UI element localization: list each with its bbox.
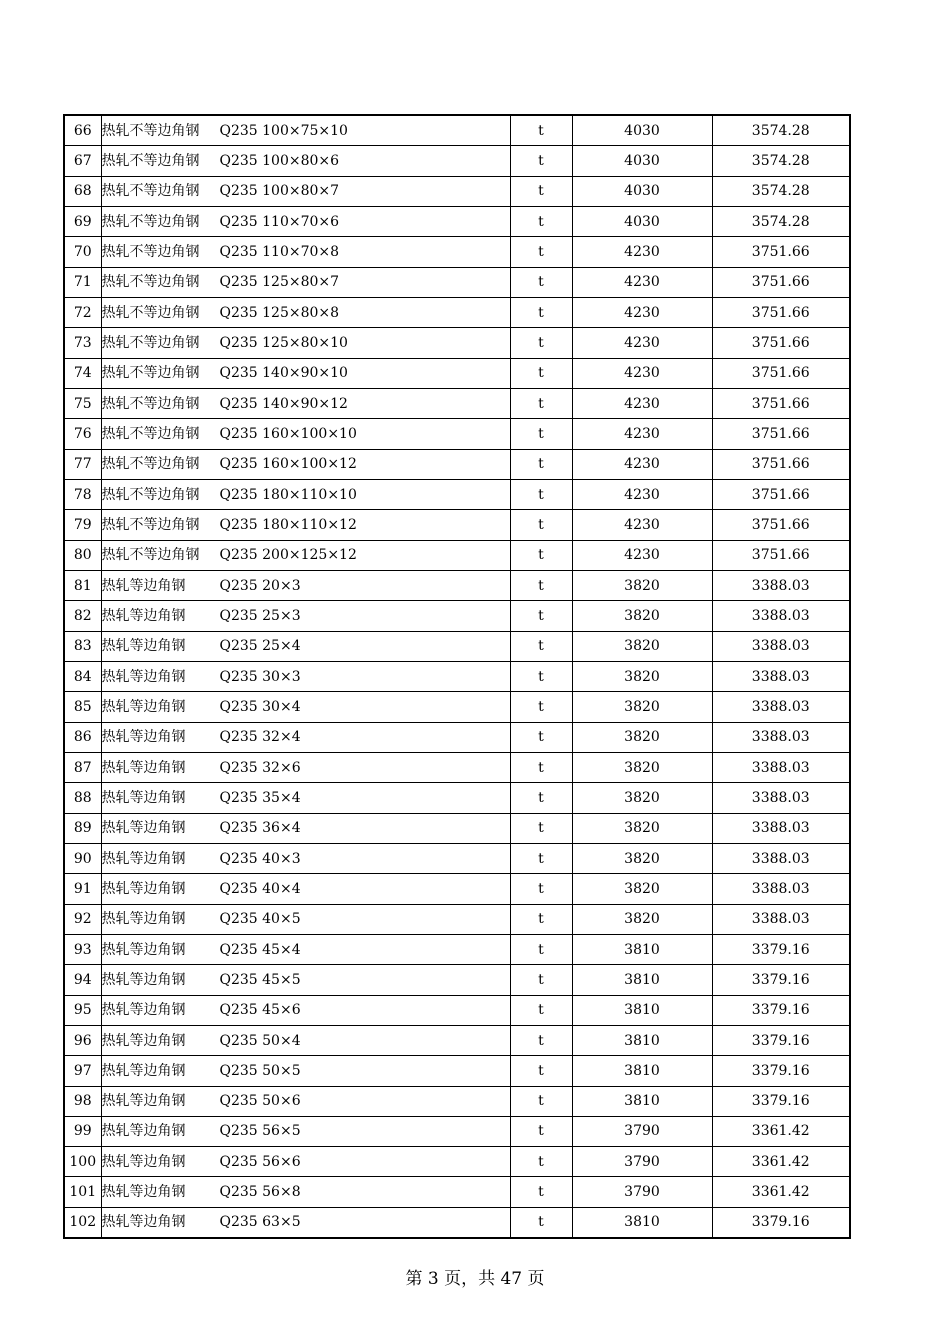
material-name-cell: [101, 1177, 510, 1207]
material-name: 热轧等边角钢: [101, 638, 186, 655]
unit-cell: t: [510, 328, 572, 358]
table-row: [64, 479, 850, 509]
unit-cell: t: [510, 1207, 572, 1238]
material-name-cell: [101, 661, 510, 691]
material-spec: Q235 160×100×10: [219, 425, 357, 442]
unit-cell: t: [510, 934, 572, 964]
price-cell: 4230: [572, 449, 712, 479]
material-name-cell: [101, 904, 510, 934]
unit-cell: t: [510, 297, 572, 327]
material-name: 热轧等边角钢: [101, 729, 186, 746]
material-name: 热轧等边角钢: [101, 1184, 186, 1201]
row-number-cell: 70: [64, 237, 101, 267]
table-row: [64, 722, 850, 752]
price-cell: 3820: [572, 601, 712, 631]
material-name-cell: [101, 115, 510, 146]
table-row: [64, 358, 850, 388]
unit-cell: t: [510, 237, 572, 267]
material-name: 热轧不等边角钢: [101, 213, 200, 230]
price-ex-tax-cell: 3388.03: [712, 722, 850, 752]
material-name-cell: [101, 813, 510, 843]
price-cell: 3810: [572, 1056, 712, 1086]
row-number-cell: 67: [64, 146, 101, 176]
price-ex-tax-cell: 3751.66: [712, 328, 850, 358]
price-cell: 3820: [572, 661, 712, 691]
material-name-cell: [101, 874, 510, 904]
material-name-cell: [101, 358, 510, 388]
price-ex-tax-cell: 3388.03: [712, 813, 850, 843]
row-number-cell: 78: [64, 479, 101, 509]
material-name: 热轧等边角钢: [101, 880, 186, 897]
price-cell: 3820: [572, 813, 712, 843]
row-number-cell: 82: [64, 601, 101, 631]
row-number-cell: 88: [64, 783, 101, 813]
row-number-cell: 84: [64, 661, 101, 691]
table-row: [64, 813, 850, 843]
unit-cell: t: [510, 813, 572, 843]
price-ex-tax-cell: 3388.03: [712, 783, 850, 813]
row-number-cell: 90: [64, 843, 101, 873]
table-row: [64, 237, 850, 267]
row-number-cell: 80: [64, 540, 101, 570]
price-ex-tax-cell: 3361.42: [712, 1147, 850, 1177]
unit-cell: t: [510, 692, 572, 722]
material-name-cell: [101, 237, 510, 267]
material-spec: Q235 100×80×7: [219, 183, 340, 200]
material-name-cell: [101, 601, 510, 631]
material-name-cell: [101, 419, 510, 449]
material-spec: Q235 56×5: [219, 1123, 301, 1140]
row-number-cell: 89: [64, 813, 101, 843]
row-number-cell: 86: [64, 722, 101, 752]
price-ex-tax-cell: 3751.66: [712, 388, 850, 418]
row-number-cell: 102: [64, 1207, 101, 1238]
price-cell: 4230: [572, 267, 712, 297]
material-spec: Q235 200×125×12: [219, 547, 357, 564]
page-number-footer: 第 3 页，共 47 页: [405, 1269, 545, 1289]
material-name-cell: [101, 267, 510, 297]
material-name: 热轧不等边角钢: [101, 274, 200, 291]
material-name: 热轧等边角钢: [101, 789, 186, 806]
table-row: [64, 934, 850, 964]
material-spec: Q235 56×6: [219, 1153, 301, 1170]
material-name: 热轧不等边角钢: [101, 243, 200, 260]
price-cell: 3810: [572, 1086, 712, 1116]
material-spec: Q235 40×3: [219, 850, 301, 867]
material-name: 热轧等边角钢: [101, 1123, 186, 1140]
row-number-cell: 98: [64, 1086, 101, 1116]
price-ex-tax-cell: 3751.66: [712, 540, 850, 570]
table-row: [64, 965, 850, 995]
table-row: [64, 146, 850, 176]
material-name: 热轧等边角钢: [101, 1002, 186, 1019]
price-cell: 3820: [572, 631, 712, 661]
price-ex-tax-cell: 3388.03: [712, 661, 850, 691]
price-cell: 3820: [572, 783, 712, 813]
unit-cell: t: [510, 1177, 572, 1207]
material-name: 热轧不等边角钢: [101, 547, 200, 564]
price-ex-tax-cell: 3388.03: [712, 692, 850, 722]
material-name-cell: [101, 1056, 510, 1086]
table-row: [64, 1116, 850, 1146]
price-cell: 4030: [572, 146, 712, 176]
material-spec: Q235 36×4: [219, 820, 301, 837]
material-name-cell: [101, 570, 510, 600]
price-ex-tax-cell: 3361.42: [712, 1116, 850, 1146]
material-name-cell: [101, 843, 510, 873]
price-ex-tax-cell: 3751.66: [712, 419, 850, 449]
unit-cell: t: [510, 388, 572, 418]
material-name-cell: [101, 479, 510, 509]
material-name-cell: [101, 176, 510, 206]
price-ex-tax-cell: 3388.03: [712, 601, 850, 631]
table-row: [64, 297, 850, 327]
material-spec: Q235 45×5: [219, 971, 301, 988]
table-row: [64, 449, 850, 479]
price-ex-tax-cell: 3751.66: [712, 267, 850, 297]
material-spec: Q235 180×110×10: [219, 486, 357, 503]
material-name: 热轧等边角钢: [101, 759, 186, 776]
unit-cell: t: [510, 843, 572, 873]
price-ex-tax-cell: 3361.42: [712, 1177, 850, 1207]
material-spec: Q235 40×4: [219, 880, 301, 897]
material-spec: Q235 125×80×8: [219, 304, 340, 321]
table-row: [64, 328, 850, 358]
material-name-cell: [101, 965, 510, 995]
material-name: 热轧不等边角钢: [101, 395, 200, 412]
unit-cell: t: [510, 206, 572, 236]
price-cell: 4230: [572, 540, 712, 570]
material-name-cell: [101, 388, 510, 418]
table-row: [64, 267, 850, 297]
material-name: 热轧等边角钢: [101, 941, 186, 958]
table-row: [64, 692, 850, 722]
material-name: 热轧等边角钢: [101, 668, 186, 685]
material-name: 热轧不等边角钢: [101, 456, 200, 473]
unit-cell: t: [510, 1086, 572, 1116]
row-number-cell: 93: [64, 934, 101, 964]
material-spec: Q235 125×80×7: [219, 274, 340, 291]
material-name: 热轧不等边角钢: [101, 334, 200, 351]
material-name: 热轧等边角钢: [101, 607, 186, 624]
row-number-cell: 96: [64, 1025, 101, 1055]
material-name: 热轧不等边角钢: [101, 365, 200, 382]
price-ex-tax-cell: 3751.66: [712, 358, 850, 388]
material-spec: Q235 56×8: [219, 1184, 301, 1201]
material-name-cell: [101, 146, 510, 176]
price-cell: 4030: [572, 115, 712, 146]
unit-cell: t: [510, 570, 572, 600]
table-row: [64, 510, 850, 540]
material-name-cell: [101, 631, 510, 661]
unit-cell: t: [510, 904, 572, 934]
price-cell: 4230: [572, 479, 712, 509]
unit-cell: t: [510, 540, 572, 570]
row-number-cell: 77: [64, 449, 101, 479]
material-spec: Q235 110×70×8: [219, 243, 340, 260]
material-name: 热轧等边角钢: [101, 971, 186, 988]
material-name-cell: [101, 1086, 510, 1116]
table-row: [64, 1147, 850, 1177]
table-row: [64, 570, 850, 600]
row-number-cell: 97: [64, 1056, 101, 1086]
price-ex-tax-cell: 3751.66: [712, 510, 850, 540]
material-spec: Q235 50×6: [219, 1093, 301, 1110]
price-cell: 3820: [572, 570, 712, 600]
material-name: 热轧等边角钢: [101, 911, 186, 928]
material-spec: Q235 45×4: [219, 941, 301, 958]
material-name-cell: [101, 510, 510, 540]
material-name: 热轧不等边角钢: [101, 486, 200, 503]
material-name: 热轧等边角钢: [101, 1062, 186, 1079]
price-ex-tax-cell: 3379.16: [712, 1025, 850, 1055]
price-cell: 4230: [572, 510, 712, 540]
unit-cell: t: [510, 995, 572, 1025]
material-spec: Q235 25×3: [219, 607, 301, 624]
row-number-cell: 76: [64, 419, 101, 449]
material-name-cell: [101, 692, 510, 722]
material-name: 热轧不等边角钢: [101, 516, 200, 533]
material-name: 热轧等边角钢: [101, 820, 186, 837]
material-spec: Q235 100×80×6: [219, 152, 340, 169]
price-cell: 3790: [572, 1116, 712, 1146]
unit-cell: t: [510, 267, 572, 297]
price-ex-tax-cell: 3574.28: [712, 206, 850, 236]
price-ex-tax-cell: 3379.16: [712, 934, 850, 964]
material-spec: Q235 160×100×12: [219, 456, 357, 473]
price-ex-tax-cell: 3388.03: [712, 631, 850, 661]
table-row: [64, 540, 850, 570]
material-name-cell: [101, 540, 510, 570]
unit-cell: t: [510, 631, 572, 661]
unit-cell: t: [510, 1025, 572, 1055]
material-name-cell: [101, 722, 510, 752]
material-spec: Q235 180×110×12: [219, 516, 357, 533]
material-name-cell: [101, 1207, 510, 1238]
row-number-cell: 91: [64, 874, 101, 904]
price-cell: 3820: [572, 904, 712, 934]
row-number-cell: 66: [64, 115, 101, 146]
price-ex-tax-cell: 3751.66: [712, 479, 850, 509]
price-cell: 4230: [572, 237, 712, 267]
material-name: 热轧不等边角钢: [101, 425, 200, 442]
row-number-cell: 95: [64, 995, 101, 1025]
material-name: 热轧等边角钢: [101, 1153, 186, 1170]
table-row: [64, 904, 850, 934]
material-spec: Q235 125×80×10: [219, 334, 348, 351]
unit-cell: t: [510, 1147, 572, 1177]
price-ex-tax-cell: 3379.16: [712, 995, 850, 1025]
price-cell: 3820: [572, 843, 712, 873]
material-name-cell: [101, 1147, 510, 1177]
table-row: [64, 1207, 850, 1238]
material-spec: Q235 110×70×6: [219, 213, 340, 230]
price-cell: 4230: [572, 419, 712, 449]
price-ex-tax-cell: 3574.28: [712, 146, 850, 176]
material-name-cell: [101, 297, 510, 327]
price-cell: 3810: [572, 1025, 712, 1055]
material-spec: Q235 32×4: [219, 729, 301, 746]
table-row: [64, 752, 850, 782]
unit-cell: t: [510, 1056, 572, 1086]
material-name: 热轧等边角钢: [101, 1032, 186, 1049]
price-cell: 3810: [572, 965, 712, 995]
material-name-cell: [101, 328, 510, 358]
price-ex-tax-cell: 3751.66: [712, 449, 850, 479]
price-cell: 3810: [572, 995, 712, 1025]
price-ex-tax-cell: 3388.03: [712, 752, 850, 782]
material-name-cell: [101, 1025, 510, 1055]
price-cell: 3810: [572, 1207, 712, 1238]
price-cell: 3810: [572, 934, 712, 964]
price-cell: 4230: [572, 358, 712, 388]
row-number-cell: 100: [64, 1147, 101, 1177]
material-spec: Q235 30×4: [219, 698, 301, 715]
row-number-cell: 68: [64, 176, 101, 206]
unit-cell: t: [510, 479, 572, 509]
material-name: 热轧等边角钢: [101, 577, 186, 594]
row-number-cell: 101: [64, 1177, 101, 1207]
unit-cell: t: [510, 419, 572, 449]
row-number-cell: 81: [64, 570, 101, 600]
material-spec: Q235 32×6: [219, 759, 301, 776]
price-ex-tax-cell: 3574.28: [712, 115, 850, 146]
price-cell: 3820: [572, 752, 712, 782]
row-number-cell: 92: [64, 904, 101, 934]
material-name-cell: [101, 449, 510, 479]
table-row: [64, 661, 850, 691]
table-row: [64, 176, 850, 206]
material-spec: Q235 100×75×10: [219, 122, 348, 139]
material-spec: Q235 140×90×12: [219, 395, 348, 412]
material-name-cell: [101, 1116, 510, 1146]
material-name: 热轧等边角钢: [101, 698, 186, 715]
table-row: [64, 601, 850, 631]
material-name: 热轧等边角钢: [101, 850, 186, 867]
table-row: [64, 1086, 850, 1116]
material-name-cell: [101, 783, 510, 813]
material-name-cell: [101, 206, 510, 236]
material-spec: Q235 20×3: [219, 577, 301, 594]
table-row: [64, 115, 850, 146]
unit-cell: t: [510, 146, 572, 176]
unit-cell: t: [510, 1116, 572, 1146]
row-number-cell: 71: [64, 267, 101, 297]
unit-cell: t: [510, 965, 572, 995]
row-number-cell: 79: [64, 510, 101, 540]
table-row: [64, 388, 850, 418]
material-spec: Q235 50×4: [219, 1032, 301, 1049]
unit-cell: t: [510, 874, 572, 904]
price-cell: 3790: [572, 1177, 712, 1207]
material-spec: Q235 50×5: [219, 1062, 301, 1079]
material-spec: Q235 45×6: [219, 1002, 301, 1019]
row-number-cell: 85: [64, 692, 101, 722]
price-ex-tax-cell: 3751.66: [712, 297, 850, 327]
unit-cell: t: [510, 176, 572, 206]
price-ex-tax-cell: 3751.66: [712, 237, 850, 267]
table-row: [64, 206, 850, 236]
price-ex-tax-cell: 3388.03: [712, 874, 850, 904]
row-number-cell: 69: [64, 206, 101, 236]
material-name: 热轧不等边角钢: [101, 304, 200, 321]
row-number-cell: 94: [64, 965, 101, 995]
row-number-cell: 73: [64, 328, 101, 358]
table-row: [64, 783, 850, 813]
price-ex-tax-cell: 3574.28: [712, 176, 850, 206]
material-spec: Q235 35×4: [219, 789, 301, 806]
table-row: [64, 1177, 850, 1207]
material-name-cell: [101, 752, 510, 782]
table-body: [64, 115, 850, 1238]
table-row: [64, 1056, 850, 1086]
material-name: 热轧等边角钢: [101, 1214, 186, 1231]
table-row: [64, 419, 850, 449]
price-cell: 4230: [572, 297, 712, 327]
material-spec: Q235 140×90×10: [219, 365, 348, 382]
unit-cell: t: [510, 783, 572, 813]
price-cell: 3820: [572, 874, 712, 904]
price-ex-tax-cell: 3379.16: [712, 1056, 850, 1086]
price-cell: 3790: [572, 1147, 712, 1177]
material-spec: Q235 40×5: [219, 911, 301, 928]
material-spec: Q235 25×4: [219, 638, 301, 655]
price-cell: 3820: [572, 692, 712, 722]
row-number-cell: 72: [64, 297, 101, 327]
price-cell: 3820: [572, 722, 712, 752]
table-row: [64, 995, 850, 1025]
material-spec: Q235 63×5: [219, 1214, 301, 1231]
price-ex-tax-cell: 3388.03: [712, 904, 850, 934]
material-name: 热轧不等边角钢: [101, 183, 200, 200]
row-number-cell: 75: [64, 388, 101, 418]
price-cell: 4230: [572, 388, 712, 418]
material-name: 热轧不等边角钢: [101, 122, 200, 139]
price-ex-tax-cell: 3379.16: [712, 1086, 850, 1116]
unit-cell: t: [510, 752, 572, 782]
table-row: [64, 874, 850, 904]
material-name: 热轧等边角钢: [101, 1093, 186, 1110]
price-ex-tax-cell: 3388.03: [712, 570, 850, 600]
price-table: [63, 114, 851, 1239]
unit-cell: t: [510, 449, 572, 479]
unit-cell: t: [510, 358, 572, 388]
material-name-cell: [101, 995, 510, 1025]
table-row: [64, 1025, 850, 1055]
price-cell: 4230: [572, 328, 712, 358]
table-row: [64, 843, 850, 873]
price-cell: 4030: [572, 206, 712, 236]
material-spec: Q235 30×3: [219, 668, 301, 685]
row-number-cell: 99: [64, 1116, 101, 1146]
price-ex-tax-cell: 3379.16: [712, 965, 850, 995]
price-ex-tax-cell: 3379.16: [712, 1207, 850, 1238]
unit-cell: t: [510, 510, 572, 540]
unit-cell: t: [510, 722, 572, 752]
unit-cell: t: [510, 115, 572, 146]
row-number-cell: 87: [64, 752, 101, 782]
unit-cell: t: [510, 601, 572, 631]
row-number-cell: 74: [64, 358, 101, 388]
price-ex-tax-cell: 3388.03: [712, 843, 850, 873]
price-cell: 4030: [572, 176, 712, 206]
row-number-cell: 83: [64, 631, 101, 661]
table-row: [64, 631, 850, 661]
material-name: 热轧不等边角钢: [101, 152, 200, 169]
unit-cell: t: [510, 661, 572, 691]
material-name-cell: [101, 934, 510, 964]
